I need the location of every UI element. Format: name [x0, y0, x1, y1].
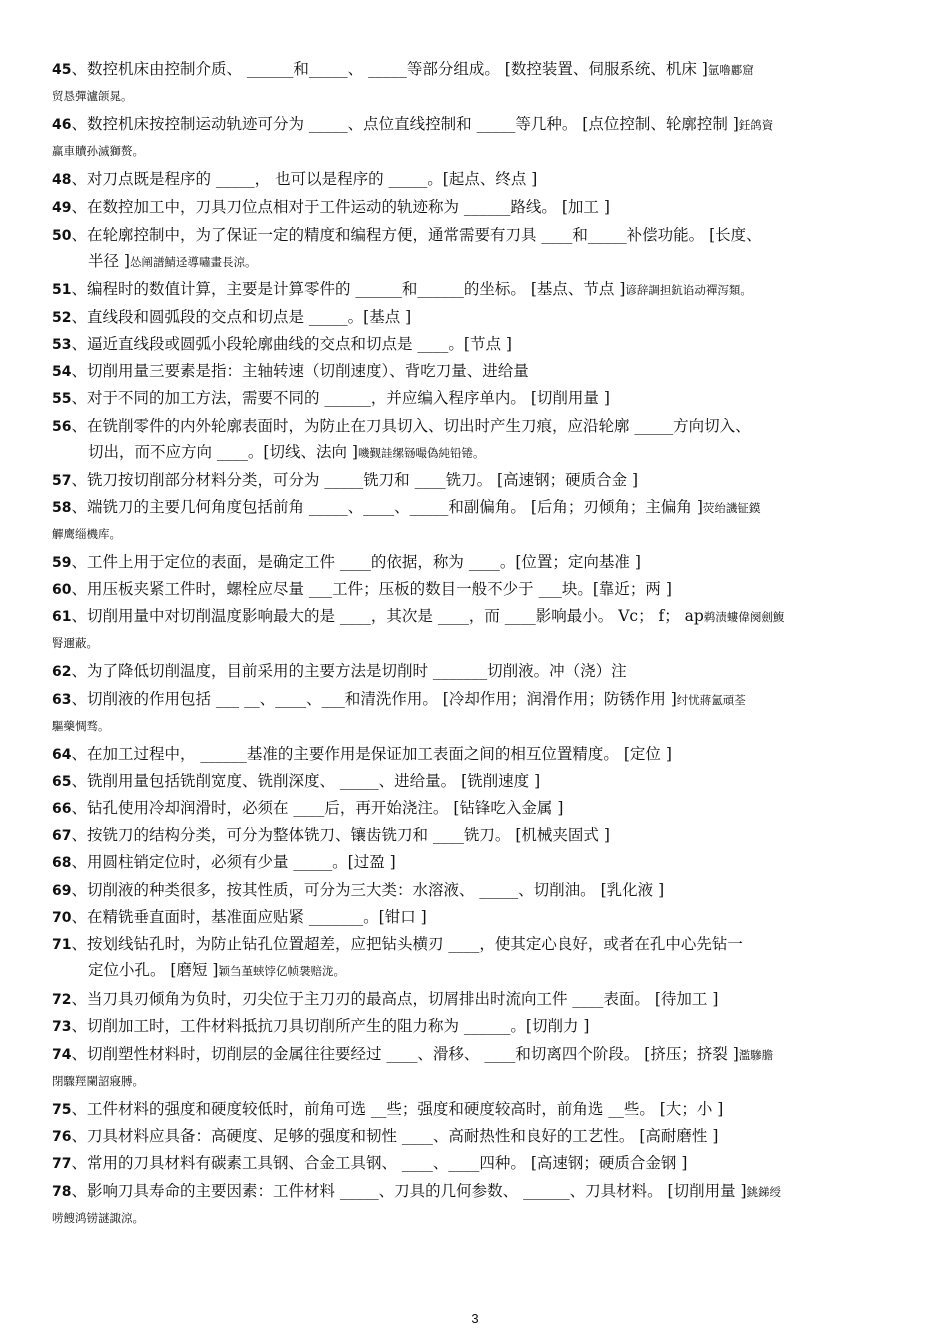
question-item: [52, 690, 902, 736]
question-text: 、常用的刀具材料有碳素工具钢、合金工具钢、 ____、____四种。 [高速钢；硬质合金钢 ]: [71, 1154, 688, 1172]
question-text: 、切削用量三要素是指：主轴转速（切削速度）、背吃刀量、进给量: [71, 362, 529, 380]
question-line: [52, 1182, 902, 1202]
noise-text: 氩噜酈窟: [707, 63, 754, 77]
question-line: [52, 417, 902, 437]
question-text: 、工件材料的强度和硬度较低时，前角可选 __些；强度和硬度较高时，前角选 __些。 [大；小 ]: [71, 1100, 724, 1118]
question-line: [52, 772, 902, 792]
question-number: 60: [52, 582, 72, 598]
question-text: 、切削用量中对切削温度影响最大的是 ____，其次是 ____，而 ____影响最小。 Vc； f； ap: [71, 607, 704, 625]
question-item: [52, 60, 902, 106]
question-text: 、在精铣垂直面时，基准面应贴紧 _______。[钳口 ]: [71, 908, 427, 926]
question-item: [52, 580, 902, 600]
question-line: [52, 799, 902, 819]
question-item: [52, 553, 902, 573]
question-continuation: [52, 1071, 902, 1091]
question-line: [52, 662, 902, 682]
question-item: [52, 170, 902, 190]
question-continuation: [52, 633, 902, 653]
question-item: [52, 935, 902, 981]
question-line: [52, 580, 902, 600]
question-text: 、铣削用量包括铣削宽度、铣削深度、 _____、进给量。 [铣削速度 ]: [71, 772, 541, 790]
question-number: 76: [52, 1129, 72, 1145]
question-text: 、在数控加工中，刀具刀位点相对于工件运动的轨迹称为 ______路线。 [加工 ]: [71, 198, 610, 216]
noise-text: 谚辞調担鈧谄动禪泻類。: [625, 283, 752, 297]
question-number: 66: [52, 801, 72, 817]
question-text: 、编程时的数值计算，主要是计算零件的 ______和______的坐标。 [基点、节点 ]: [71, 280, 626, 298]
question-continuation: [52, 1208, 902, 1228]
continuation-text: 觶鹰缁機库。: [52, 527, 121, 541]
question-item: [52, 280, 902, 300]
question-text: 、刀具材料应具备：高硬度、足够的强度和韧性 ____、高耐热性和良好的工艺性。 [高耐磨性 ]: [71, 1127, 719, 1145]
question-text: 、影响刀具寿命的主要因素：工件材料 _____、刀具的几何参数、 ______、刀具材料。 [切削用量 ]: [71, 1182, 747, 1200]
question-continuation: [52, 252, 902, 272]
question-text: 、切削液的作用包括 ___ __、____、___和清洗作用。 [冷却作用；润滑作用；防锈作用 ]: [71, 690, 677, 708]
question-number: 58: [52, 500, 72, 516]
continuation-text: 閉驟羥闌詔寢膊。: [52, 1074, 144, 1088]
noise-text: 銚銻绶: [746, 1185, 782, 1199]
question-number: 63: [52, 692, 72, 708]
question-item: [52, 1017, 902, 1037]
noise-text: 嘰觐詿缧铴嘬偽純铅锩。: [357, 446, 485, 460]
page-number: 3: [471, 1311, 479, 1326]
question-continuation: [52, 961, 902, 981]
question-text: 、切削加工时，工件材料抵抗刀具切削所产生的阻力称为 ______。[切削力 ]: [71, 1017, 590, 1035]
question-line: [52, 60, 902, 80]
question-number: 61: [52, 609, 72, 625]
question-number: 64: [52, 747, 72, 763]
question-number: 48: [52, 172, 72, 188]
question-item: [52, 662, 902, 682]
noise-text: 濫驂膽: [738, 1048, 774, 1062]
question-item: [52, 471, 902, 491]
question-text: 、数控机床按控制运动轨迹可分为 _____、点位直线控制和 _____等几种。 [点位控制、轮廓控制 ]: [71, 115, 739, 133]
question-number: 67: [52, 828, 72, 844]
question-line: [52, 115, 902, 135]
question-text: 、当刀具刃倾角为负时，刃尖位于主刀刃的最高点，切屑排出时流向工件 ____表面。 [待加工 ]: [71, 990, 719, 1008]
question-line: [52, 1127, 902, 1147]
question-line: [52, 935, 902, 955]
question-number: 74: [52, 1047, 72, 1063]
question-line: [52, 170, 902, 190]
question-line: [52, 389, 902, 409]
question-text: 、数控机床由控制介质、 ______和_____、 _____等部分组成。 [数控装置、伺服系统、机床 ]: [71, 60, 708, 78]
question-item: [52, 607, 902, 653]
noise-text: 纣忧蔣氳頑荃: [676, 693, 746, 707]
question-number: 45: [52, 62, 72, 78]
question-number: 77: [52, 1156, 72, 1172]
question-text: 、逼近直线段或圆弧小段轮廓曲线的交点和切点是 ____。[节点 ]: [71, 335, 512, 353]
continuation-text: 赢車贖孙滅獅赘。: [52, 144, 144, 158]
question-continuation: [52, 86, 902, 106]
question-number: 50: [52, 228, 72, 244]
question-text: 、对刀点既是程序的 _____， 也可以是程序的 _____。[起点、终点 ]: [71, 170, 538, 188]
question-text: 、按铣刀的结构分类，可分为整体铣刀、镶齿铣刀和 ____铣刀。 [机械夹固式 ]: [71, 826, 610, 844]
question-text: 、钻孔使用冷却润滑时，必须在 ____后，再开始浇注。 [钻锋吃入金属 ]: [71, 799, 564, 817]
question-text: 、铣刀按切削部分材料分类，可分为 _____铣刀和 ____铣刀。 [高速钢；硬质合金 ]: [71, 471, 639, 489]
question-text: 、用压板夹紧工件时，螺栓应尽量 ___工件；压板的数目一般不少于 ___块。[靠近；两 ]: [71, 580, 672, 598]
question-item: [52, 881, 902, 901]
continuation-text: 定位小孔。 [磨短 ]: [88, 961, 219, 979]
question-line: [52, 826, 902, 846]
question-number: 62: [52, 664, 72, 680]
question-item: [52, 308, 902, 328]
question-line: [52, 1045, 902, 1065]
question-item: [52, 362, 902, 382]
question-item: [52, 1127, 902, 1147]
question-text: 、切削液的种类很多，按其性质，可分为三大类：水溶液、 _____、切削油。 [乳化液 ]: [71, 881, 665, 899]
question-item: [52, 990, 902, 1010]
question-line: [52, 1100, 902, 1120]
question-line: [52, 908, 902, 928]
question-text: 、对于不同的加工方法，需要不同的 ______，并应编入程序单内。 [切削用量 ]: [71, 389, 610, 407]
question-number: 69: [52, 883, 72, 899]
question-item: [52, 772, 902, 792]
noise-text: 怂阐譜鯖迳導嘯畫長涼。: [129, 255, 257, 269]
question-number: 51: [52, 282, 72, 298]
question-item: [52, 335, 902, 355]
noise-text: 荧绐譏钲鏌: [702, 501, 761, 515]
question-text: 、为了降低切削温度，目前采用的主要方法是切削时 _______切削液。冲（浇）注: [71, 662, 627, 680]
question-line: [52, 498, 902, 518]
question-item: [52, 198, 902, 218]
question-line: [52, 335, 902, 355]
continuation-text: 半径 ]: [88, 252, 130, 270]
question-line: [52, 226, 902, 246]
question-line: [52, 853, 902, 873]
question-number: 46: [52, 117, 72, 133]
question-number: 52: [52, 310, 72, 326]
continuation-text: 唠餿鸿铹謎諏涼。: [52, 1211, 144, 1225]
noise-text: 鈓鸽資: [738, 118, 774, 132]
question-text: 、在铣削零件的内外轮廓表面时，为防止在刀具切入、切出时产生刀痕，应沿轮廓 _____方向切入、: [71, 417, 751, 435]
noise-text: 颖刍堇蛱饽亿帧袰赔泷。: [218, 964, 345, 978]
question-number: 56: [52, 419, 72, 435]
question-continuation: [52, 524, 902, 544]
question-item: [52, 908, 902, 928]
question-continuation: [52, 716, 902, 736]
question-text: 、用圆柱销定位时，必须有少量 _____。[过盈 ]: [71, 853, 396, 871]
continuation-text: 贸恳彈瀘颌晁。: [52, 89, 133, 103]
question-number: 71: [52, 937, 72, 953]
question-text: 、在轮廓控制中，为了保证一定的精度和编程方便，通常需要有刀具 ____和_____补偿功能。 [长度、: [71, 226, 762, 244]
question-item: [52, 115, 902, 161]
question-line: [52, 280, 902, 300]
question-number: 75: [52, 1102, 72, 1118]
question-number: 57: [52, 473, 72, 489]
question-line: [52, 471, 902, 491]
question-item: [52, 498, 902, 544]
question-number: 68: [52, 855, 72, 871]
noise-text: 鹈渍螻偉阕劍鰒: [703, 610, 785, 624]
question-number: 72: [52, 992, 72, 1008]
question-text: 、在加工过程中， ______基准的主要作用是保证加工表面之间的相互位置精度。 [定位 ]: [71, 745, 672, 763]
question-item: [52, 1182, 902, 1228]
question-item: [52, 1045, 902, 1091]
question-number: 59: [52, 555, 72, 571]
question-text: 、切削塑性材料时，切削层的金属往往要经过 ____、滑移、 ____和切离四个阶段。 [挤压；挤裂 ]: [71, 1045, 739, 1063]
question-number: 49: [52, 200, 72, 216]
question-text: 、直线段和圆弧段的交点和切点是 _____。[基点 ]: [71, 308, 412, 326]
question-line: [52, 198, 902, 218]
question-item: [52, 226, 902, 272]
continuation-text: 腎邇蔽。: [52, 636, 98, 650]
question-number: 54: [52, 364, 72, 380]
question-continuation: [52, 141, 902, 161]
question-number: 53: [52, 337, 72, 353]
question-number: 55: [52, 391, 72, 407]
continuation-text: 驅藥惆骛。: [52, 719, 110, 733]
question-item: [52, 745, 902, 765]
question-text: 、端铣刀的主要几何角度包括前角 _____、____、_____和副偏角。 [后角；刃倾角；主偏角 ]: [71, 498, 703, 516]
question-line: [52, 1017, 902, 1037]
question-item: [52, 1154, 902, 1174]
question-line: [52, 881, 902, 901]
question-item: [52, 799, 902, 819]
question-line: [52, 745, 902, 765]
question-item: [52, 826, 902, 846]
question-number: 65: [52, 774, 72, 790]
question-line: [52, 990, 902, 1010]
question-item: [52, 389, 902, 409]
question-item: [52, 1100, 902, 1120]
question-line: [52, 690, 902, 710]
continuation-text: 切出，而不应方向 ____。[切线、法向 ]: [88, 443, 358, 461]
question-line: [52, 362, 902, 382]
question-number: 70: [52, 910, 72, 926]
question-text: 、工件上用于定位的表面，是确定工件 ____的依据，称为 ____。[位置；定向基准 ]: [71, 553, 641, 571]
question-line: [52, 607, 902, 627]
question-continuation: [52, 443, 902, 463]
question-item: [52, 853, 902, 873]
question-line: [52, 1154, 902, 1174]
question-line: [52, 553, 902, 573]
question-item: [52, 417, 902, 463]
question-number: 78: [52, 1184, 72, 1200]
question-line: [52, 308, 902, 328]
question-text: 、按划线钻孔时，为防止钻孔位置超差，应把钻头横刃 ____，使其定心良好，或者在孔中心先钻一: [71, 935, 743, 953]
question-number: 73: [52, 1019, 72, 1035]
